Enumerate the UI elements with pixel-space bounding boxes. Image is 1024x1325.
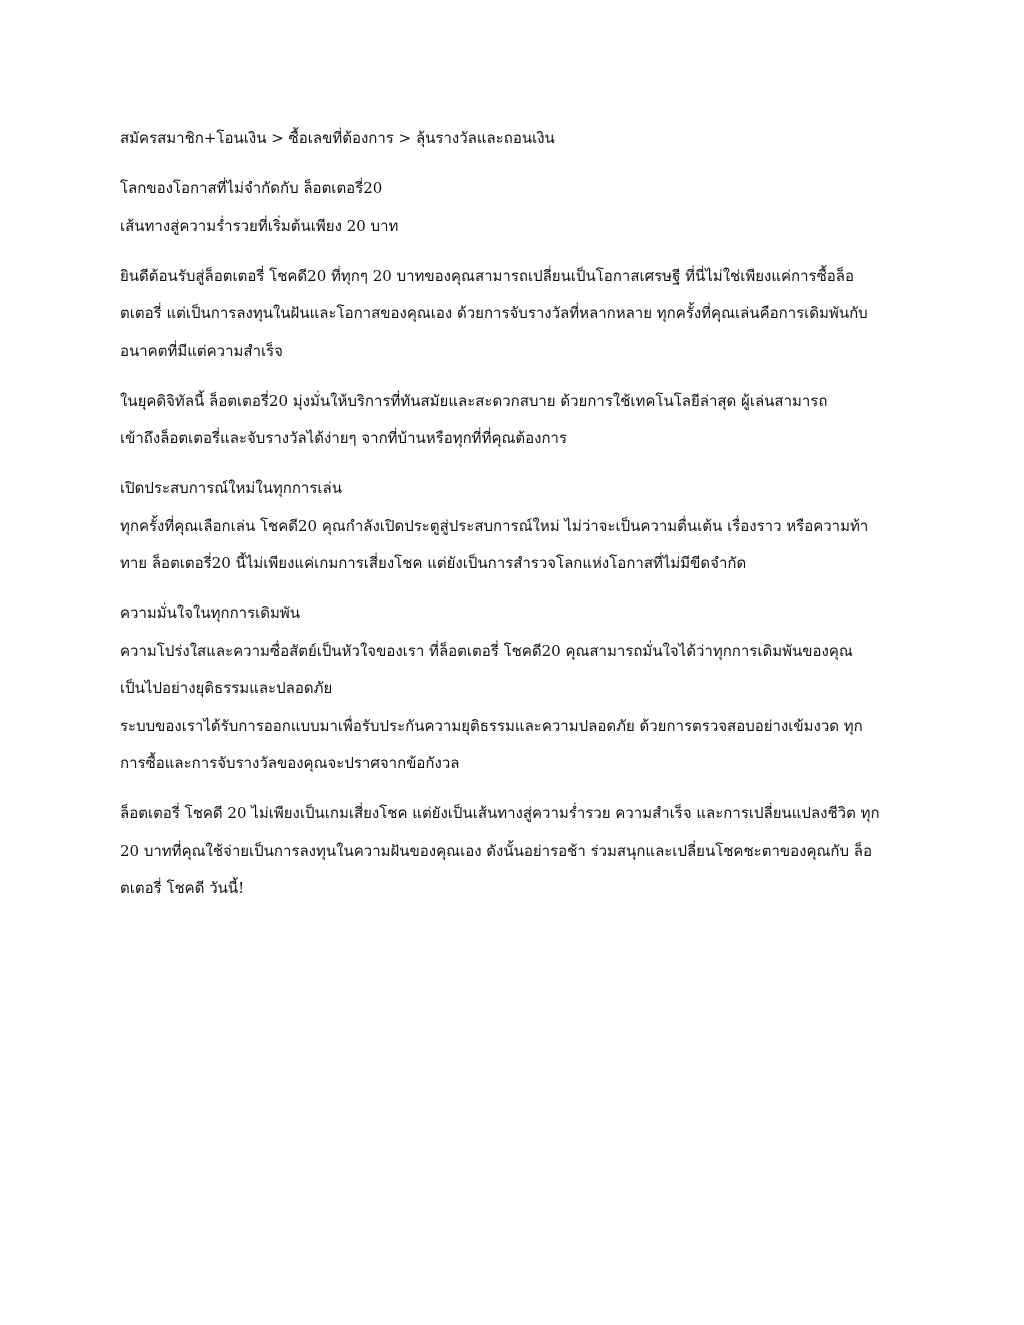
paragraph-gap (120, 245, 910, 258)
closing-line: ตเตอรี่ โชคดี วันนี้! (120, 879, 245, 897)
closing-line: ล็อตเตอรี่ โชคดี 20 ไม่เพียงเป็นเกมเสี่ยงโชค แต่ยังเป็นเส้นทางสู่ความร่ำรวย ความสำเร็จ และการเปลี่ยนแปลงชีวิต ทุก (120, 804, 880, 822)
paragraph-gap (120, 583, 910, 596)
intro-line: ยินดีต้อนรับสู่ล็อตเตอรี่ โชคดี20 ที่ทุกๆ 20 บาทของคุณสามารถเปลี่ยนเป็นโอกาสเศรษฐี ที่นี่ไม่ใช่เพียงแค่การซื้อล็อ (120, 266, 854, 285)
experience-line: ทาย ล็อตเตอรี่20 นี้ไม่เพียงแค่เกมการเสี่ยงโชค แต่ยังเป็นการสำรวจโลกแห่งโอกาสที่ไม่มีขีดจำกัด (120, 554, 747, 572)
confidence-line: ความโปร่งใสและความซื่อสัตย์เป็นหัวใจของเรา ที่ล็อตเตอรี่ โชคดี20 คุณสามารถมั่นใจได้ว่าทุกการเดิมพันของคุณ (120, 641, 853, 660)
paragraph-gap (120, 158, 910, 171)
digital-line: เข้าถึงล็อตเตอรี่และจับรางวัลได้ง่ายๆ จากที่บ้านหรือทุกที่ที่คุณต้องการ (120, 429, 568, 447)
paragraph-gap (120, 370, 910, 383)
intro-line: ตเตอรี่ แต่เป็นการลงทุนในฝันและโอกาสของคุณเอง ด้วยการจับรางวัลที่หลากหลาย ทุกครั้งที่คุณเล่นคือการเดิมพันกับ (120, 304, 868, 322)
intro-line: อนาคตที่มีแต่ความสำเร็จ (120, 341, 283, 360)
paragraph-gap (120, 783, 910, 796)
confidence-line: ระบบของเราได้รับการออกแบบมาเพื่อรับประกันความยุติธรรมและความปลอดภัย ด้วยการตรวจสอบอย่างเข้มงวด ทุก (120, 716, 863, 735)
confidence-heading: ความมั่นใจในทุกการเดิมพัน (120, 604, 301, 622)
digital-line: ในยุคดิจิทัลนี้ ล็อตเตอรี่20 มุ่งมั่นให้บริการที่ทันสมัยและสะดวกสบาย ด้วยการใช้เทคโนโลยีล่าสุด ผู้เล่นสามารถ (120, 391, 828, 410)
document-page (120, 120, 910, 908)
headline-2: เส้นทางสู่ความร่ำรวยที่เริ่มต้นเพียง 20 บาท (120, 216, 399, 235)
headline-1: โลกของโอกาสที่ไม่จำกัดกับ ล็อตเตอรี่20 (120, 179, 383, 197)
closing-line: 20 บาทที่คุณใช้จ่ายเป็นการลงทุนในความฝันของคุณเอง ดังนั้นอย่ารอช้า ร่วมสนุกและเปลี่ยนโชคชะตาของคุณกับ ล็อ (120, 841, 872, 860)
confidence-line: การซื้อและการจับรางวัลของคุณจะปราศจากข้อกังวล (120, 754, 460, 772)
steps-line: สมัครสมาชิก+โอนเงิน > ซื้อเลขที่ต้องการ > ลุ้นรางวัลและถอนเงิน (120, 129, 555, 147)
experience-line: ทุกครั้งที่คุณเลือกเล่น โชคดี20 คุณกำลังเปิดประตูสู่ประสบการณ์ใหม่ ไม่ว่าจะเป็นความตื่นเต้น เรื่องราว หรือความท้า (120, 516, 869, 535)
confidence-line: เป็นไปอย่างยุติธรรมและปลอดภัย (120, 679, 333, 697)
paragraph-gap (120, 458, 910, 471)
experience-heading: เปิดประสบการณ์ใหม่ในทุกการเล่น (120, 479, 342, 497)
